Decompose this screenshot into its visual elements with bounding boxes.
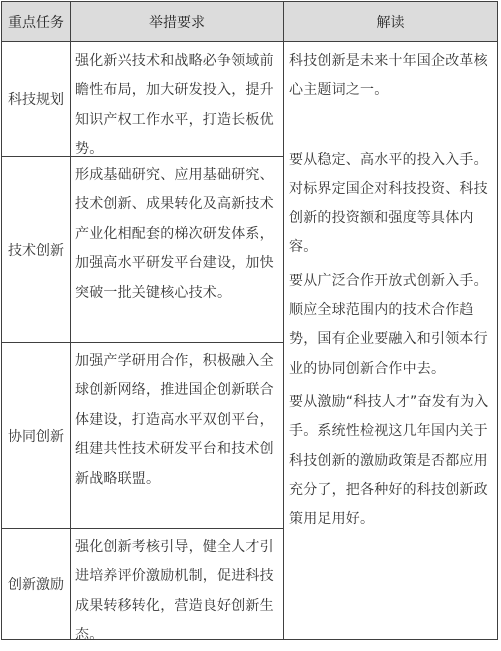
interpretation-paragraph: 要从稳定、高水平的投入入手。对标界定国企对科技投资、科技创新的投资额和强度等具体内容。 (289, 151, 488, 256)
measures-cell: 强化创新考核引导，健全人才引进培养评价激励机制，促进科技成果转移转化，营造良好创新生态。 (75, 539, 274, 644)
column-divider (70, 2, 71, 639)
interpretation-paragraph: 要从激励“科技人才”奋发有为入手。系统性检视这几年国内关于科技创新的激励政策是否都应用充分了，把各种好的科技创新政策用足用好。 (289, 393, 489, 528)
task-cell: 协同创新 (8, 428, 64, 445)
interpretation-paragraph: 科技创新是未来十年国企改革核心主题词之一。 (289, 53, 488, 99)
header-measures: 举措要求 (71, 2, 283, 41)
measures-cell: 强化新兴技术和战略必争领域前瞻性布局，加大研发投入，提升知识产权工作水平，打造长板优势。 (75, 53, 274, 158)
task-table (1, 1, 498, 644)
column-divider (283, 2, 284, 639)
interpretation-paragraph: 要从广泛合作开放式创新入手。顺应全球范围内的技术合作趋势，国有企业要融入和引领本行业的协同创新合作中去。 (289, 272, 488, 377)
interpretation-cell (289, 47, 493, 534)
task-cell: 科技规划 (8, 92, 64, 108)
header-divider (2, 41, 497, 42)
measures-cell: 加强产学研用合作，积极融入全球创新网络，推进国企创新联合体建设，打造高水平双创平台，组建共性技术研发平台和技术创新战略联盟。 (75, 353, 274, 487)
header-task: 重点任务 (2, 2, 70, 41)
task-cell: 技术创新 (8, 242, 64, 259)
header-interpretation: 解读 (284, 2, 497, 41)
task-cell: 创新激励 (8, 577, 64, 593)
measures-cell: 形成基础研究、应用基础研究、技术创新、成果转化及高新技术产业化相配套的梯次研发体系，加强高水平研发平台建设，加快突破一批关键核心技术。 (75, 167, 274, 301)
